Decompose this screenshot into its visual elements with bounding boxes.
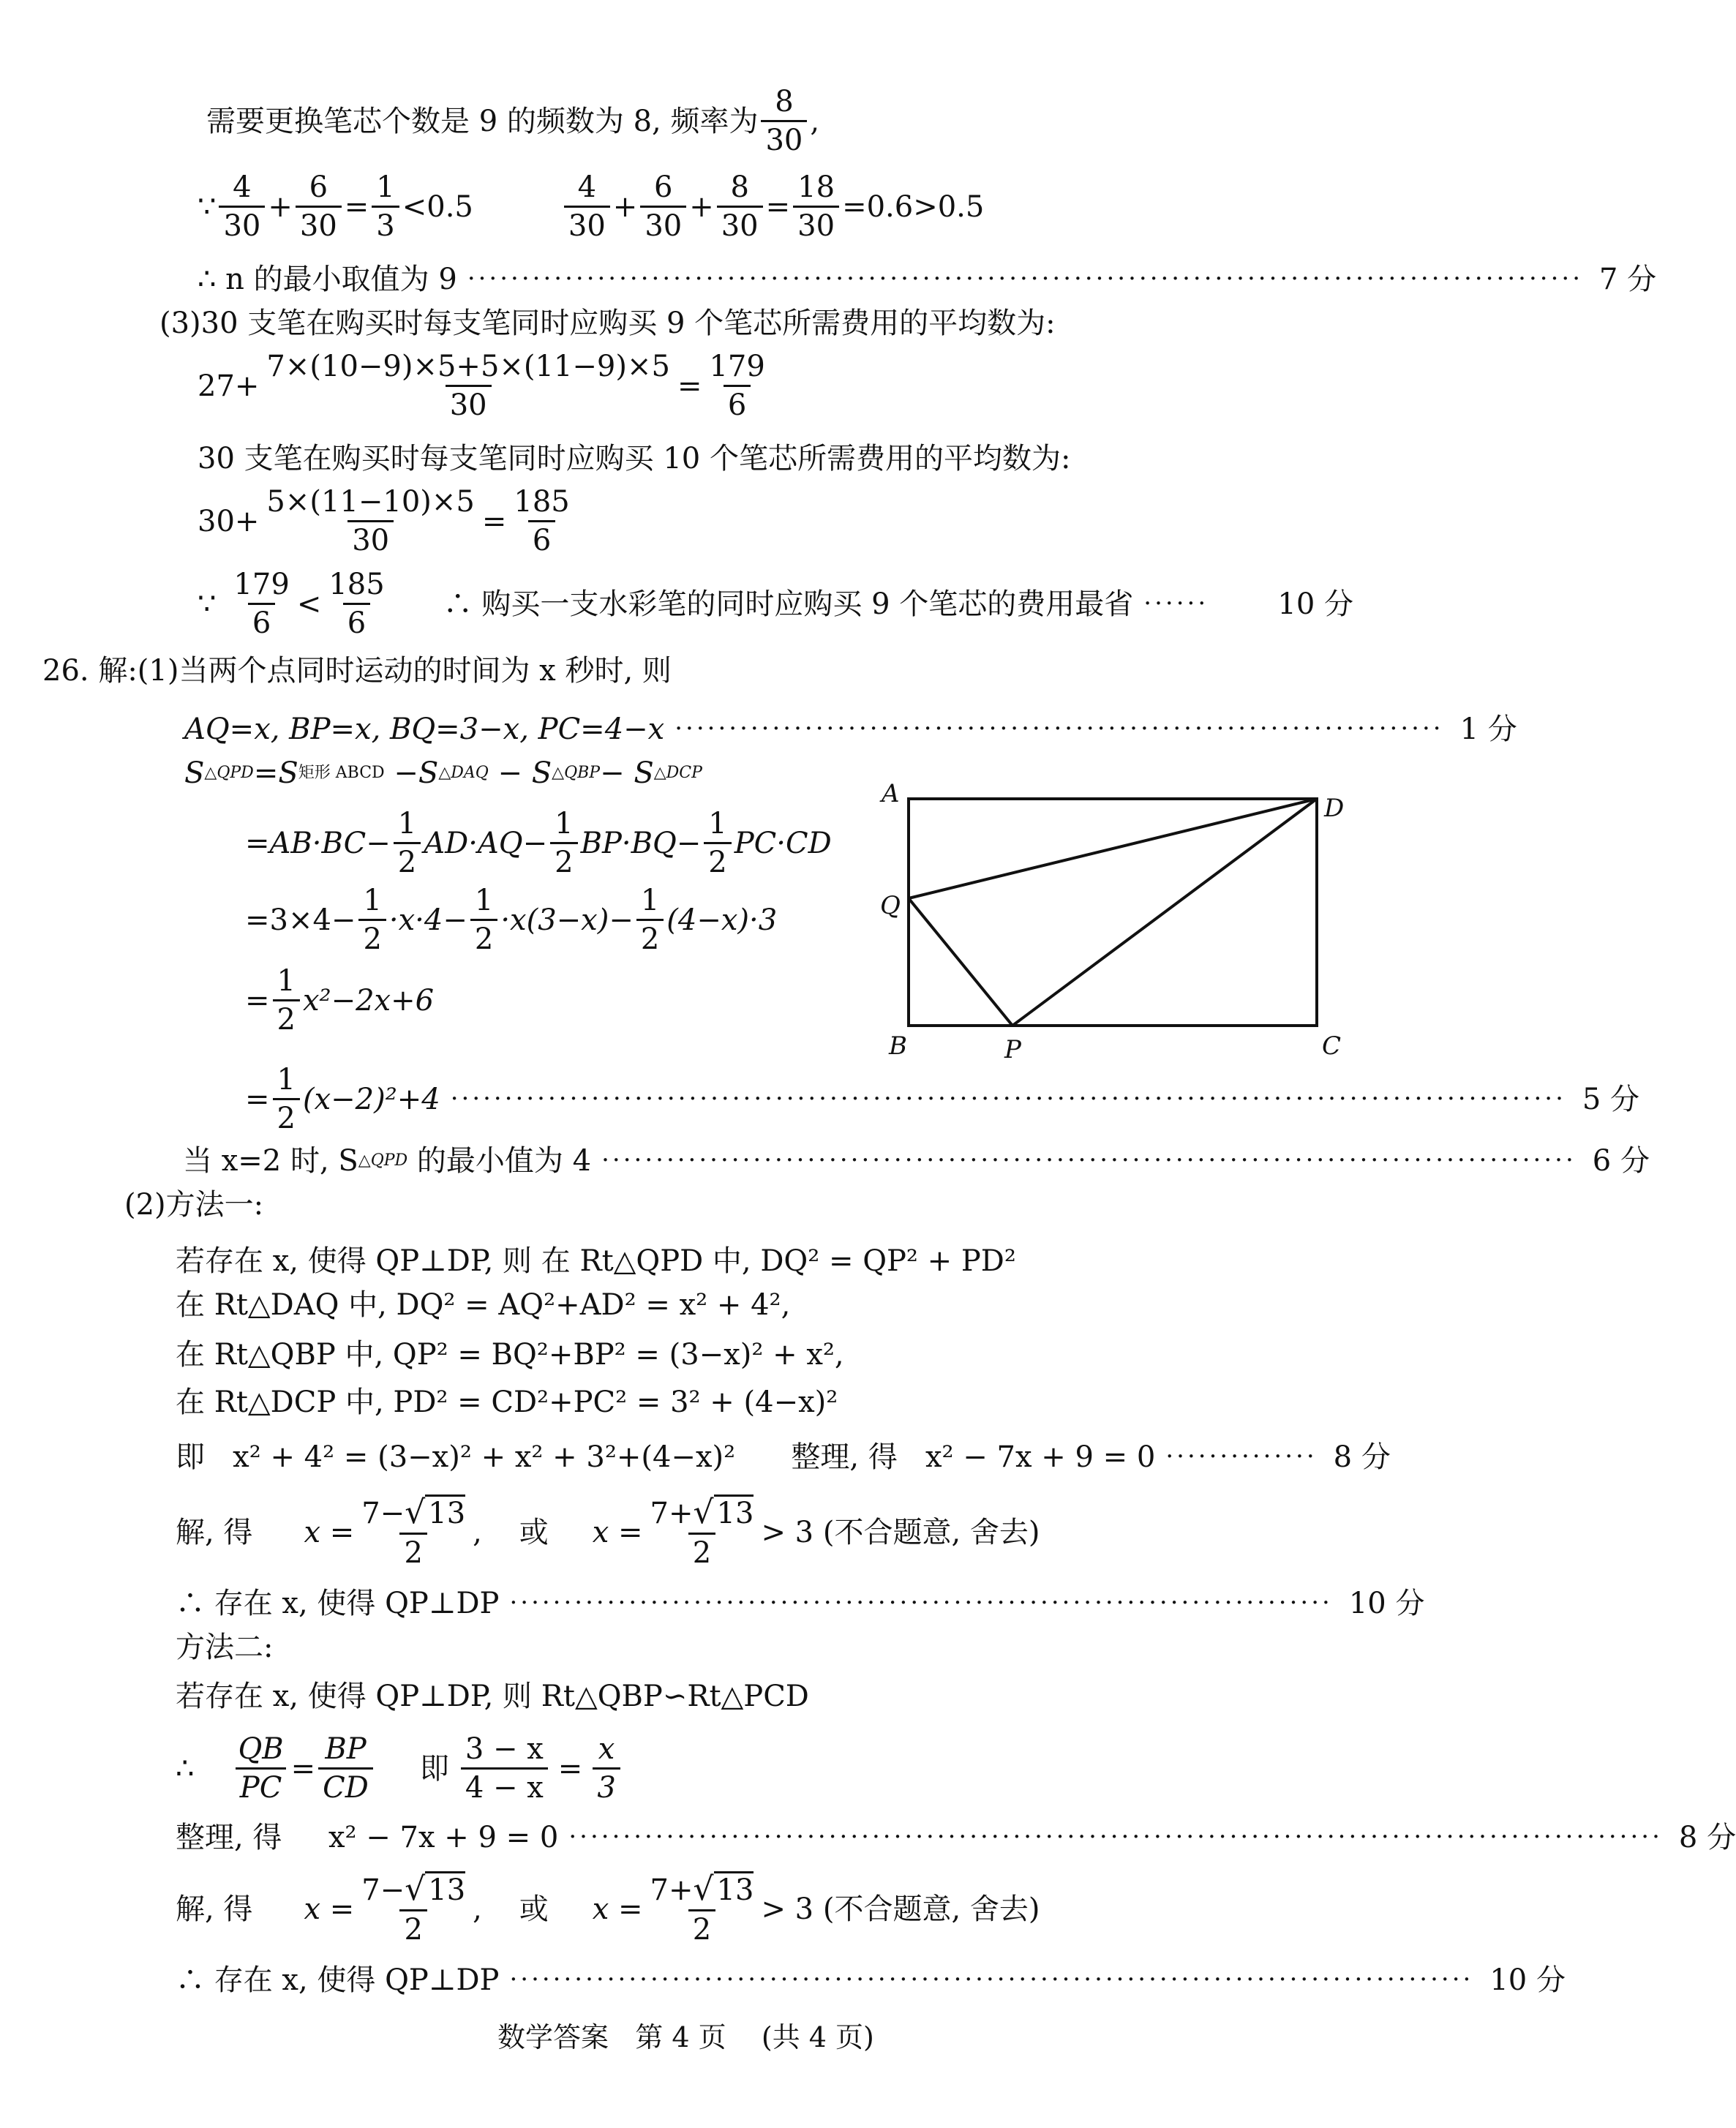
geometry-figure (878, 775, 1361, 1083)
line-average-10 (198, 486, 577, 556)
denominator: 30 (793, 206, 839, 241)
line-method-two (176, 1631, 273, 1663)
text: x = (592, 1515, 643, 1549)
plus: + (612, 189, 638, 224)
fraction (357, 1873, 470, 1945)
text: =3×4− (245, 903, 356, 937)
text: ·x·4− (388, 903, 467, 937)
numerator: 6 (309, 170, 328, 204)
denominator: 2 (688, 1533, 715, 1568)
leader-dots: ······································································· (675, 714, 1444, 744)
fraction-half (273, 966, 300, 1035)
fraction (646, 1873, 759, 1945)
text: 即 (419, 1751, 449, 1786)
denominator: PC (236, 1767, 287, 1803)
text: , 或 (473, 1515, 549, 1549)
text: (4−x)·3 (666, 903, 778, 937)
score: 7 分 (1599, 263, 1657, 296)
text: , (810, 104, 820, 138)
fraction (318, 1734, 373, 1803)
text: 当 x=2 时, S (183, 1144, 358, 1178)
denominator: 2 (273, 999, 300, 1035)
line-area-decomposition (184, 757, 702, 789)
text: 的最小值为 4 (407, 1144, 592, 1178)
equals: = (481, 504, 507, 538)
score: 10 分 (1277, 587, 1353, 621)
comparison: < (296, 587, 322, 621)
fraction-half (636, 885, 664, 955)
leader-dots: ·············· (1165, 1442, 1318, 1472)
equals: = (344, 189, 369, 224)
text: 26. 解:(1)当两个点同时运动的时间为 x 秒时, 则 (42, 654, 672, 688)
text: x = (592, 1892, 643, 1926)
denominator: 3 (593, 1767, 620, 1803)
line-rt-qpd (176, 1245, 1016, 1277)
text: 7− (361, 1497, 405, 1530)
fraction (564, 172, 610, 241)
equals: = (765, 189, 791, 224)
denominator: 6 (248, 603, 275, 639)
text: S (184, 756, 205, 790)
denominator: 4 − x (461, 1767, 548, 1803)
numerator: 185 (514, 485, 570, 519)
text: 7+ (650, 1497, 694, 1530)
line-method-one (124, 1189, 263, 1221)
fraction (296, 172, 342, 241)
denominator: 2 (358, 919, 386, 955)
text: 30+ (198, 504, 260, 538)
line-average-9 (198, 351, 773, 421)
sqrt-symbol: √ (405, 1871, 426, 1908)
leader-dots: ······································································································· (450, 1083, 1566, 1113)
sqrt-symbol: √ (693, 1871, 714, 1908)
line-segments (184, 713, 1517, 746)
text: x²−2x+6 (302, 983, 435, 1018)
because-symbol: ∵ (198, 587, 217, 621)
denominator: 3 (372, 206, 399, 241)
score: 5 分 (1582, 1082, 1640, 1116)
text: ∴ 存在 x, 使得 QP⊥DP (176, 1963, 500, 1997)
numerator: 1 (640, 884, 660, 917)
line-part3-heading (159, 307, 1056, 339)
segment-pd (1012, 799, 1317, 1026)
numerator: 179 (233, 568, 290, 601)
text: (3)30 支笔在购买时每支笔同时应购买 9 个笔芯所需费用的平均数为: (159, 307, 1056, 340)
line-rt-qbp (176, 1339, 844, 1371)
radicand: 13 (425, 1495, 465, 1530)
text: 若存在 x, 使得 QP⊥DP, 则 在 Rt△QPD 中, DQ² = QP² + PD² (176, 1244, 1016, 1278)
text: 7− (361, 1873, 405, 1907)
fraction-half (704, 808, 731, 878)
denominator: 30 (446, 385, 492, 421)
text: =AB·BC− (245, 826, 391, 860)
numerator: 4 (233, 170, 252, 204)
equals: = (557, 1751, 583, 1786)
score: 10 分 (1489, 1963, 1566, 1997)
numerator: 1 (376, 170, 395, 204)
numerator: 5×(11−10)×5 (266, 485, 475, 519)
numerator (646, 1873, 759, 1909)
label-q: Q (880, 891, 901, 920)
text: x = (304, 1892, 355, 1926)
text: BP·BQ− (580, 826, 702, 860)
text: AQ=x, BP=x, BQ=3−x, PC=4−x (184, 713, 665, 746)
text: − S (488, 756, 552, 790)
text: 需要更换笔芯个数是 9 的频数为 8, 频率为 (206, 104, 759, 138)
fraction (372, 172, 399, 241)
denominator: 30 (564, 206, 610, 241)
fraction (761, 86, 807, 156)
fraction-half (394, 808, 421, 878)
text: 方法二: (176, 1631, 274, 1664)
line-exists-two (176, 1963, 1566, 1997)
leader-dots: ······································································································· (467, 264, 1583, 294)
fraction (357, 1494, 470, 1571)
text: −S (384, 756, 439, 790)
denominator: 2 (550, 842, 577, 878)
line-area-substitution (245, 885, 777, 955)
text: 27+ (198, 369, 260, 403)
numerator: 1 (708, 807, 727, 841)
fraction-half (550, 808, 577, 878)
text: , 或 (473, 1892, 549, 1926)
text: 整理, 得 x² − 7x + 9 = 0 (176, 1821, 559, 1854)
line-equation (176, 1440, 1391, 1474)
leader-dots: ······ (1143, 588, 1209, 618)
rectangle-abcd (909, 799, 1317, 1026)
subscript: △DCP (653, 763, 702, 782)
denominator: 6 (528, 520, 555, 556)
numerator (646, 1496, 759, 1533)
denominator: 30 (640, 206, 686, 241)
fraction (793, 172, 839, 241)
line-similar (176, 1680, 809, 1712)
denominator: 2 (636, 919, 664, 955)
text: − S (600, 756, 654, 790)
text: 解, 得 (176, 1892, 253, 1926)
label-d: D (1324, 794, 1345, 823)
label-b: B (889, 1031, 907, 1061)
fraction (233, 1734, 288, 1803)
comparison: <0.5 (402, 189, 473, 224)
denominator: CD (318, 1767, 373, 1803)
sqrt-symbol: √ (693, 1494, 714, 1531)
denominator: 6 (343, 603, 370, 639)
numerator: QB (238, 1732, 284, 1766)
numerator: 1 (363, 884, 382, 917)
leader-dots: ············································································ (509, 1588, 1333, 1618)
text: ∴ n 的最小取值为 9 (198, 263, 457, 296)
line-rt-daq (176, 1289, 790, 1321)
line-sum-comparison (198, 172, 984, 241)
radicand: 13 (714, 1871, 754, 1907)
fraction (262, 486, 478, 556)
score: 8 分 (1678, 1821, 1736, 1854)
denominator: 30 (296, 206, 342, 241)
line-problem-26-heading (42, 655, 672, 687)
numerator (357, 1873, 470, 1909)
subscript: 矩形 ABCD (298, 763, 385, 782)
denominator: 2 (688, 1909, 715, 1945)
text: 在 Rt△QBP 中, QP² = BQ²+BP² = (3−x)² + x², (176, 1338, 844, 1372)
denominator: 30 (347, 520, 394, 556)
segment-qd (909, 799, 1317, 898)
numerator: 185 (328, 568, 385, 601)
text: ·x(3−x)− (500, 903, 634, 937)
equals: = (290, 1751, 316, 1786)
text: PC·CD (734, 826, 832, 860)
subscript: △QPD (358, 1151, 408, 1170)
numerator: 7×(10−9)×5+5×(11−9)×5 (266, 350, 670, 383)
comparison: =0.6>0.5 (842, 189, 985, 224)
text: x = (304, 1515, 355, 1549)
numerator: 1 (277, 964, 296, 998)
score: 6 分 (1592, 1144, 1650, 1178)
subscript: △QPD (204, 763, 254, 782)
denominator: 2 (470, 919, 497, 955)
denominator: 2 (273, 1098, 300, 1134)
line-equation-two (176, 1821, 1736, 1854)
numerator (357, 1496, 470, 1533)
line-average-10-heading (198, 443, 1070, 475)
denominator: 30 (761, 120, 807, 156)
fraction (324, 569, 388, 639)
text: 30 支笔在购买时每支笔同时应购买 10 个笔芯所需费用的平均数为: (198, 442, 1071, 475)
numerator: 8 (775, 85, 794, 119)
numerator: 18 (797, 170, 835, 204)
text: (x−2)²+4 (302, 1082, 440, 1116)
numerator: 1 (397, 807, 417, 841)
text: = (245, 983, 270, 1018)
denominator: 2 (399, 1909, 427, 1945)
numerator: 179 (709, 350, 765, 383)
page-footer (497, 2023, 874, 2053)
denominator: 2 (399, 1533, 427, 1568)
fraction (593, 1734, 620, 1803)
fraction-half (358, 885, 386, 955)
radicand: 13 (425, 1871, 465, 1907)
plus: + (268, 189, 293, 224)
segment-qp (909, 898, 1012, 1026)
text: (2)方法一: (124, 1188, 264, 1222)
fraction (219, 172, 265, 241)
text: 若存在 x, 使得 QP⊥DP, 则 Rt△QBP∽Rt△PCD (176, 1680, 809, 1713)
line-solution-one (176, 1494, 1040, 1571)
line-frequency (206, 86, 819, 156)
plus: + (689, 189, 714, 224)
because-symbol: ∵ (198, 189, 217, 224)
score: 8 分 (1333, 1440, 1391, 1474)
text: ∴ 购买一支水彩笔的同时应购买 9 个笔芯的费用最省 (443, 587, 1134, 621)
leader-dots: ·························································································· (601, 1146, 1577, 1176)
label-c: C (1322, 1031, 1342, 1061)
denominator: 2 (704, 842, 731, 878)
label-p: P (1004, 1035, 1021, 1064)
fraction (646, 1494, 759, 1571)
text: > 3 (不合题意, 舍去) (761, 1515, 1040, 1549)
score: 1 分 (1459, 713, 1517, 746)
leader-dots: ························································································· (509, 1965, 1474, 1995)
subscript: △DAQ (438, 763, 489, 782)
line-area-formula (245, 808, 832, 878)
line-min-n (198, 263, 1657, 296)
text: = (245, 1082, 270, 1116)
denominator: 30 (219, 206, 265, 241)
numerator: 1 (277, 1063, 296, 1097)
numerator: 6 (654, 170, 673, 204)
denominator: 6 (724, 385, 751, 421)
leader-dots: ····································································································· (568, 1822, 1663, 1852)
text: 在 Rt△DCP 中, PD² = CD²+PC² = 3² + (4−x)² (176, 1386, 838, 1419)
fraction (262, 351, 675, 421)
fraction (229, 569, 293, 639)
text: =S (253, 756, 298, 790)
numerator: x (598, 1732, 615, 1766)
fraction-half (470, 885, 497, 955)
subscript: △QBP (552, 763, 601, 782)
text: ∴ 存在 x, 使得 QP⊥DP (176, 1587, 500, 1620)
denominator: 2 (394, 842, 421, 878)
text: 解, 得 (176, 1515, 253, 1549)
text: 即 x² + 4² = (3−x)² + x² + 3²+(4−x)² 整理, 得 x² − 7x + 9 = 0 (176, 1440, 1156, 1474)
therefore-symbol: ∴ (176, 1751, 195, 1786)
numerator: 4 (577, 170, 597, 204)
line-rt-dcp (176, 1386, 838, 1418)
fraction (461, 1734, 548, 1803)
radicand: 13 (714, 1495, 754, 1530)
line-area-expanded (245, 966, 434, 1035)
line-conclusion-cheapest (198, 569, 1353, 639)
numerator: BP (325, 1732, 367, 1766)
text: 7+ (650, 1873, 694, 1907)
sqrt-symbol: √ (405, 1494, 426, 1531)
fraction (509, 486, 574, 556)
numerator: 8 (730, 170, 749, 204)
line-minimum-value (183, 1144, 1650, 1178)
numerator: 1 (474, 884, 494, 917)
text: 在 Rt△DAQ 中, DQ² = AQ²+AD² = x² + 4², (176, 1288, 791, 1322)
equals: = (677, 369, 702, 403)
label-a: A (882, 779, 900, 808)
text: > 3 (不合题意, 舍去) (761, 1892, 1040, 1926)
line-ratio (176, 1734, 623, 1803)
denominator: 30 (717, 206, 763, 241)
fraction (704, 351, 769, 421)
fraction (717, 172, 763, 241)
numerator: 3 − x (465, 1732, 544, 1766)
text: AD·AQ− (424, 826, 548, 860)
fraction-half (273, 1064, 300, 1134)
fraction (640, 172, 686, 241)
line-solution-two (176, 1873, 1040, 1945)
numerator: 1 (555, 807, 574, 841)
text: 数学答案 第 4 页 (共 4 页) (497, 2021, 874, 2053)
line-exists-one (176, 1587, 1425, 1620)
score: 10 分 (1348, 1587, 1425, 1620)
